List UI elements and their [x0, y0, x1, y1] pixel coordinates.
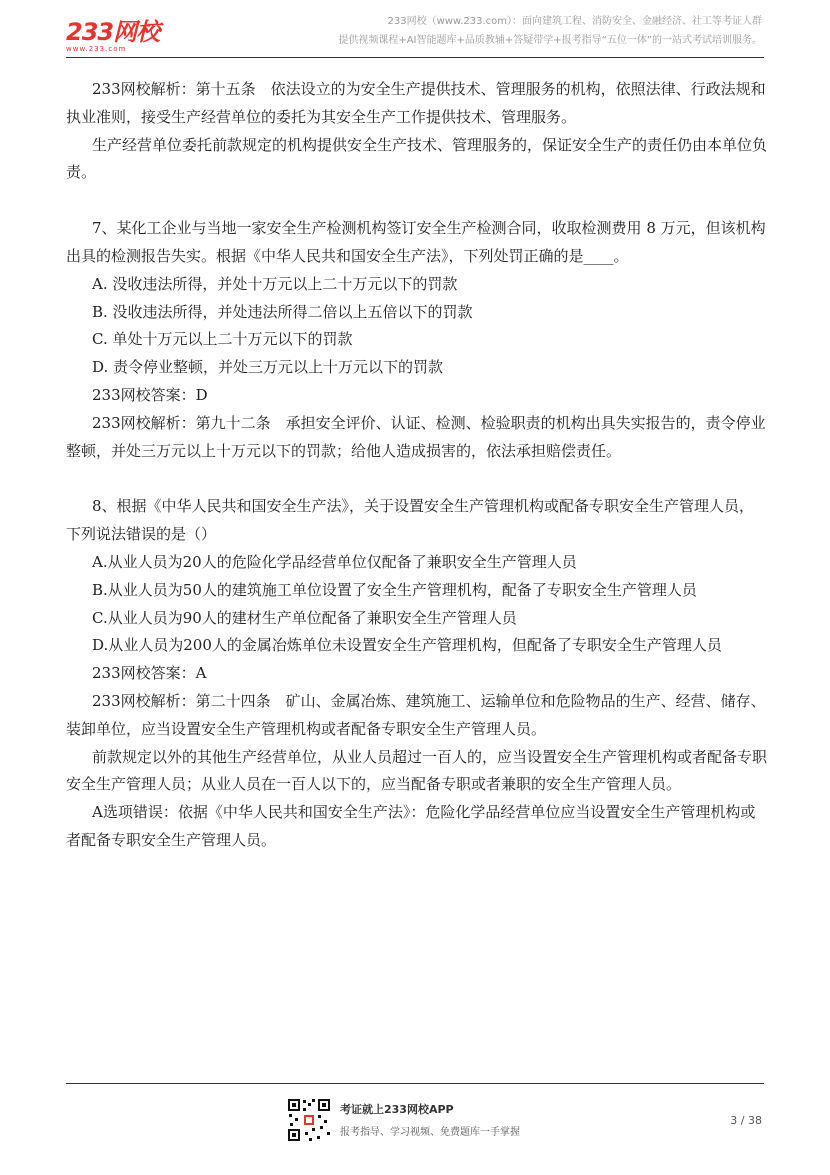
question-7-option-c: C. 单处十万元以上二十万元以下的罚款	[92, 330, 353, 349]
question-8-stem: 8、根据《中华人民共和国安全生产法》，关于设置安全生产管理机构或配备专职安全生产管理人员，下列说法错误的是（）	[66, 497, 755, 544]
logo-text: 233网校	[66, 18, 160, 46]
question-7-answer: 233网校答案：D	[92, 385, 208, 404]
question-7-analysis: 233网校解析：第九十二条 承担安全评价、认证、检测、检验职责的机构出具失实报告的，责令停业整顿，并处三万元以上十万元以下的罚款；给他人造成损害的，依法承担赔偿责任。	[66, 413, 766, 460]
header-tagline	[338, 12, 762, 50]
header-divider	[66, 57, 764, 58]
tagline-line-1: 233网校（www.233.com）：面向建筑工程、消防安全、金融经济、社工等考证人群	[387, 16, 762, 27]
question-8-option-b: B.从业人员为50人的建筑施工单位设置了安全生产管理机构，配备了专职安全生产管理人员	[92, 580, 697, 599]
question-7-option-d: D. 责令停业整顿，并处三万元以上十万元以下的罚款	[92, 358, 444, 377]
page-number: 3 / 38	[730, 1114, 762, 1127]
document-body	[66, 76, 768, 855]
question-8-analysis: A选项错误：依据《中华人民共和国安全生产法》：危险化学品经营单位应当设置安全生产管理机构或者配备专职安全生产管理人员。	[66, 803, 756, 849]
question-8-analysis: 233网校解析：第二十四条 矿山、金属冶炼、建筑施工、运输单位和危险物品的生产、经营、储存、装卸单位，应当设置安全生产管理机构或者配备专职安全生产管理人员。	[66, 691, 766, 738]
analysis-paragraph: 生产经营单位委托前款规定的机构提供安全生产技术、管理服务的，保证安全生产的责任仍由本单位负责。	[66, 135, 768, 182]
question-8-option-a: A.从业人员为20人的危险化学品经营单位仅配备了兼职安全生产管理人员	[92, 552, 577, 571]
app-promo-title: 考证就上233网校APP	[340, 1103, 454, 1116]
page-header	[0, 0, 830, 62]
question-7-option-b: B. 没收违法所得，并处违法所得二倍以上五倍以下的罚款	[92, 302, 473, 321]
analysis-paragraph: 233网校解析：第十五条 依法设立的为安全生产提供技术、管理服务的机构，依照法律、行政法规和执业准则，接受生产经营单位的委托为其安全生产工作提供技术、管理服务。	[66, 80, 766, 126]
question-7-stem: 7、某化工企业与当地一家安全生产检测机构签订安全生产检测合同，收取检测费用 8 万元，但该机构出具的检测报告失实。根据《中华人民共和国安全生产法》，下列处罚正确的是____。	[66, 219, 766, 265]
question-8-option-d: D.从业人员为200人的金属冶炼单位未设置安全生产管理机构，但配备了专职安全生产管理人员	[92, 636, 722, 655]
app-promo-subtitle: 报考指导、学习视频、免费题库一手掌握	[340, 1127, 520, 1138]
logo[interactable]	[66, 12, 159, 53]
qr-code-icon	[287, 1098, 331, 1142]
footer-divider	[66, 1083, 764, 1084]
tagline-line-2: 提供视频课程+AI智能题库+品质教辅+答疑带学+报考指导“五位一体”的一站式考试培训服务。	[338, 35, 762, 46]
question-7-option-a: A. 没收违法所得，并处十万元以上二十万元以下的罚款	[92, 274, 458, 293]
question-8-answer: 233网校答案：A	[92, 664, 207, 683]
question-8-analysis: 前款规定以外的其他生产经营单位，从业人员超过一百人的，应当设置安全生产管理机构或者配备专职安全生产管理人员；从业人员在一百人以下的，应当配备专职或者兼职的安全生产管理人员。	[66, 747, 768, 794]
question-8-option-c: C.从业人员为90人的建材生产单位配备了兼职安全生产管理人员	[92, 608, 517, 627]
logo-url: www.233.com	[66, 45, 127, 53]
